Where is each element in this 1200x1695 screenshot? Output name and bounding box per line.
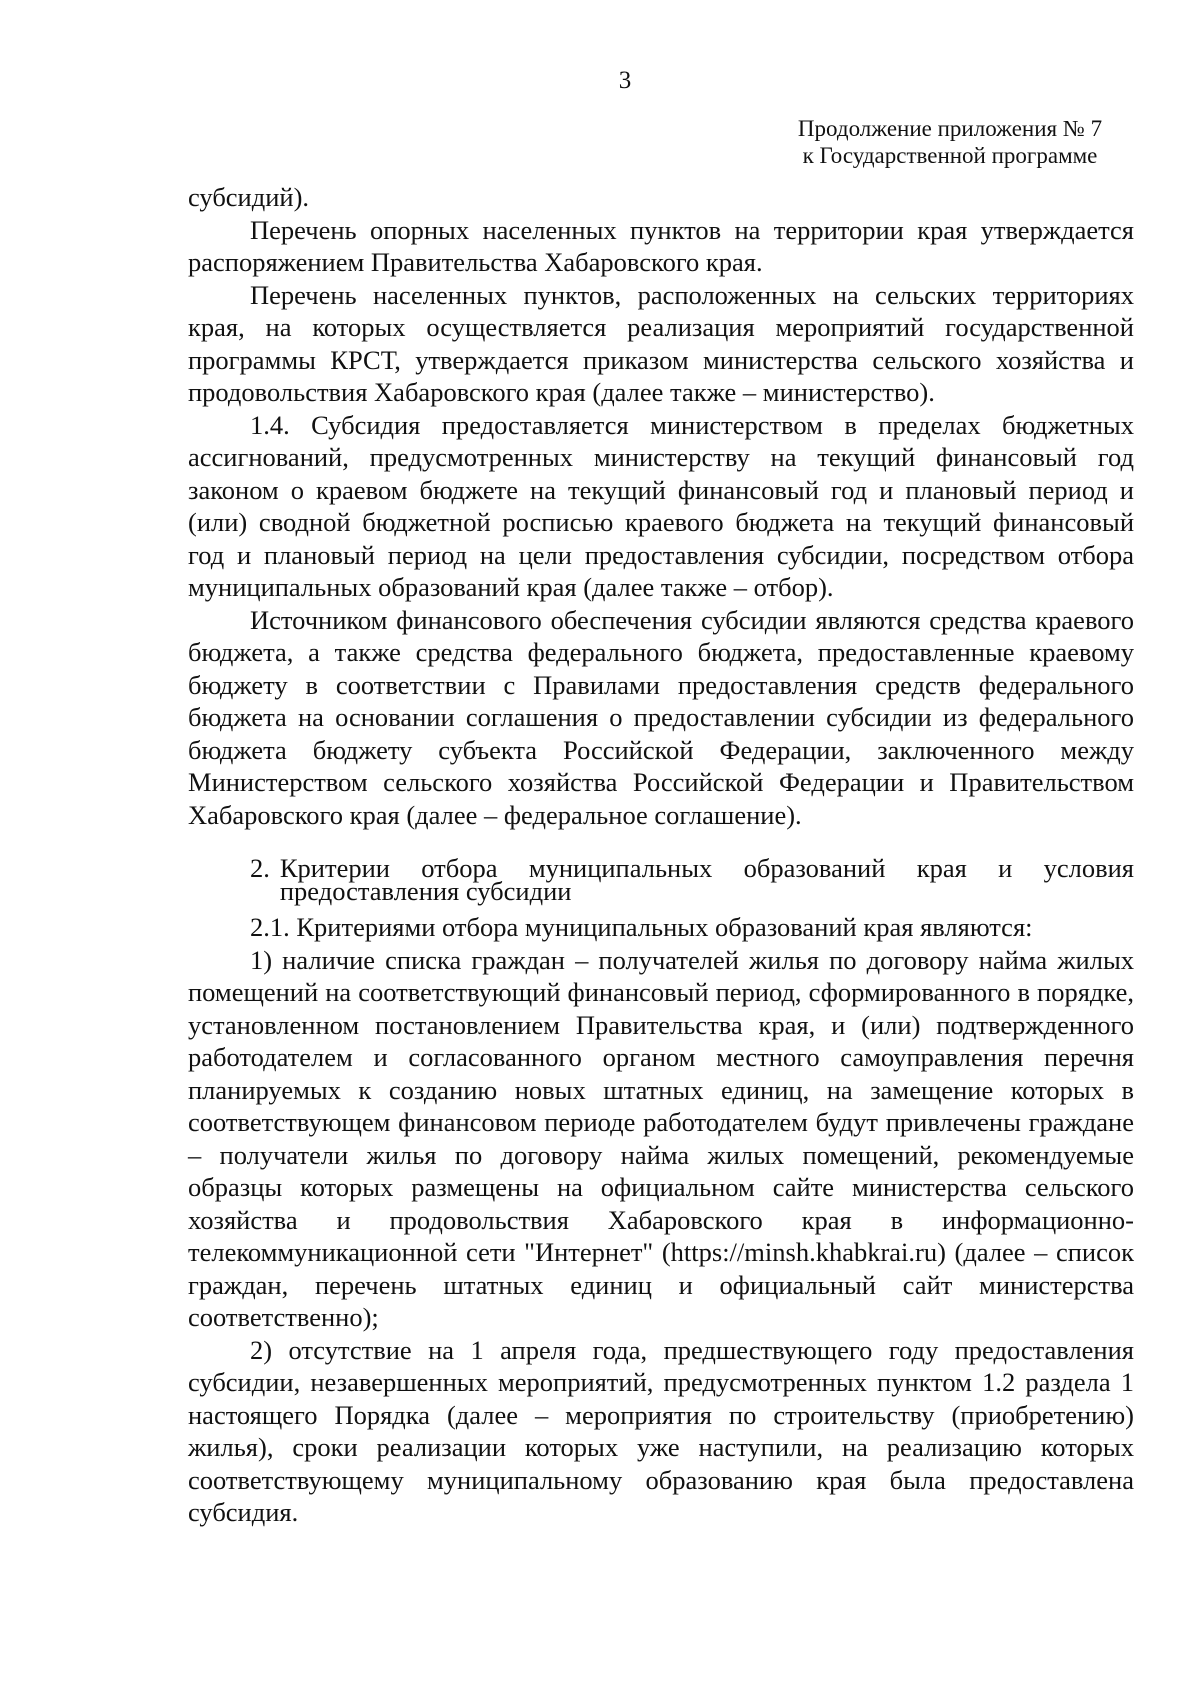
- paragraph-reference-settlements: Перечень опорных населенных пунктов на территории края утверждается распоряжением Правительства Хабаровского края.: [188, 214, 1134, 277]
- paragraph-funding-source: Источником финансового обеспечения субсидии являются средства краевого бюджета, а также средства федерального бюджета, предоставленные краевому бюджету в соответствии с Правилами предоставления средств федерального бюджета на основании соглашения о предоставлении субсидии из федерального бюджета бюджету субъекта Российской Федерации, заключенного между Министерством сельского хозяйства Российской Федерации и Правительством Хабаровского края (далее – федеральное соглашение).: [188, 604, 1134, 830]
- paragraph-clause-1-4: 1.4. Субсидия предоставляется министерством в пределах бюджетных ассигнований, предусмотренных министерству на текущий финансовый год законом о краевом бюджете на текущий финансовый год и плановый период и (или) сводной бюджетной росписью краевого бюджета на текущий финансовый год и плановый период на цели предоставления субсидии, посредством отбора муниципальных образований края (далее также – отбор).: [188, 409, 1134, 602]
- appendix-header-line-1: Продолжение приложения № 7: [797, 116, 1103, 141]
- section-heading-2: [188, 853, 1134, 906]
- section-title: Критерии отбора муниципальных образований края и условия предоставления субсидии: [279, 853, 1134, 906]
- paragraph-criterion-1: 1) наличие списка граждан – получателей жилья по договору найма жилых помещений на соответствующий финансовый период, сформированного в порядке, установленном постановлением Правительства края, и (или) подтвержденного работодателем и согласованного органом местного самоуправления перечня планируемых к созданию новых штатных единиц, на замещение которых в соответствующем финансовом периоде работодателем будут привлечены граждане – получатели жилья по договору найма жилых помещений, рекомендуемые образцы которых размещены на официальном сайте министерства сельского хозяйства и продовольствия Хабаровского края в информационно-телекоммуникационной сети "Интернет" (https://minsh.khabkrai.ru) (далее – список граждан, перечень штатных единиц и официальный сайт министерства соответственно);: [188, 944, 1134, 1332]
- appendix-header: [760, 115, 1140, 169]
- paragraph-continuation: субсидий).: [188, 182, 310, 212]
- appendix-header-line-2: к Государственной программе: [802, 143, 1098, 168]
- paragraph-rural-settlements: Перечень населенных пунктов, расположенных на сельских территориях края, на которых осуществляется реализация мероприятий государственной программы КРСТ, утверждается приказом министерства сельского хозяйства и продовольствия Хабаровского края (далее также – министерство).: [188, 279, 1134, 407]
- page-number: 3: [618, 67, 632, 94]
- paragraph-criterion-2: 2) отсутствие на 1 апреля года, предшествующего году предоставления субсидии, незавершенных мероприятий, предусмотренных пунктом 1.2 раздела 1 настоящего Порядка (далее – мероприятия по строительству (приобретению) жилья), сроки реализации которых уже наступили, на реализацию которых соответствующему муниципальному образованию края была предоставлена субсидия.: [188, 1334, 1134, 1527]
- section-number: 2.: [250, 853, 270, 883]
- document-body: [188, 181, 1134, 1529]
- paragraph-clause-2-1: 2.1. Критериями отбора муниципальных образований края являются:: [250, 912, 1033, 942]
